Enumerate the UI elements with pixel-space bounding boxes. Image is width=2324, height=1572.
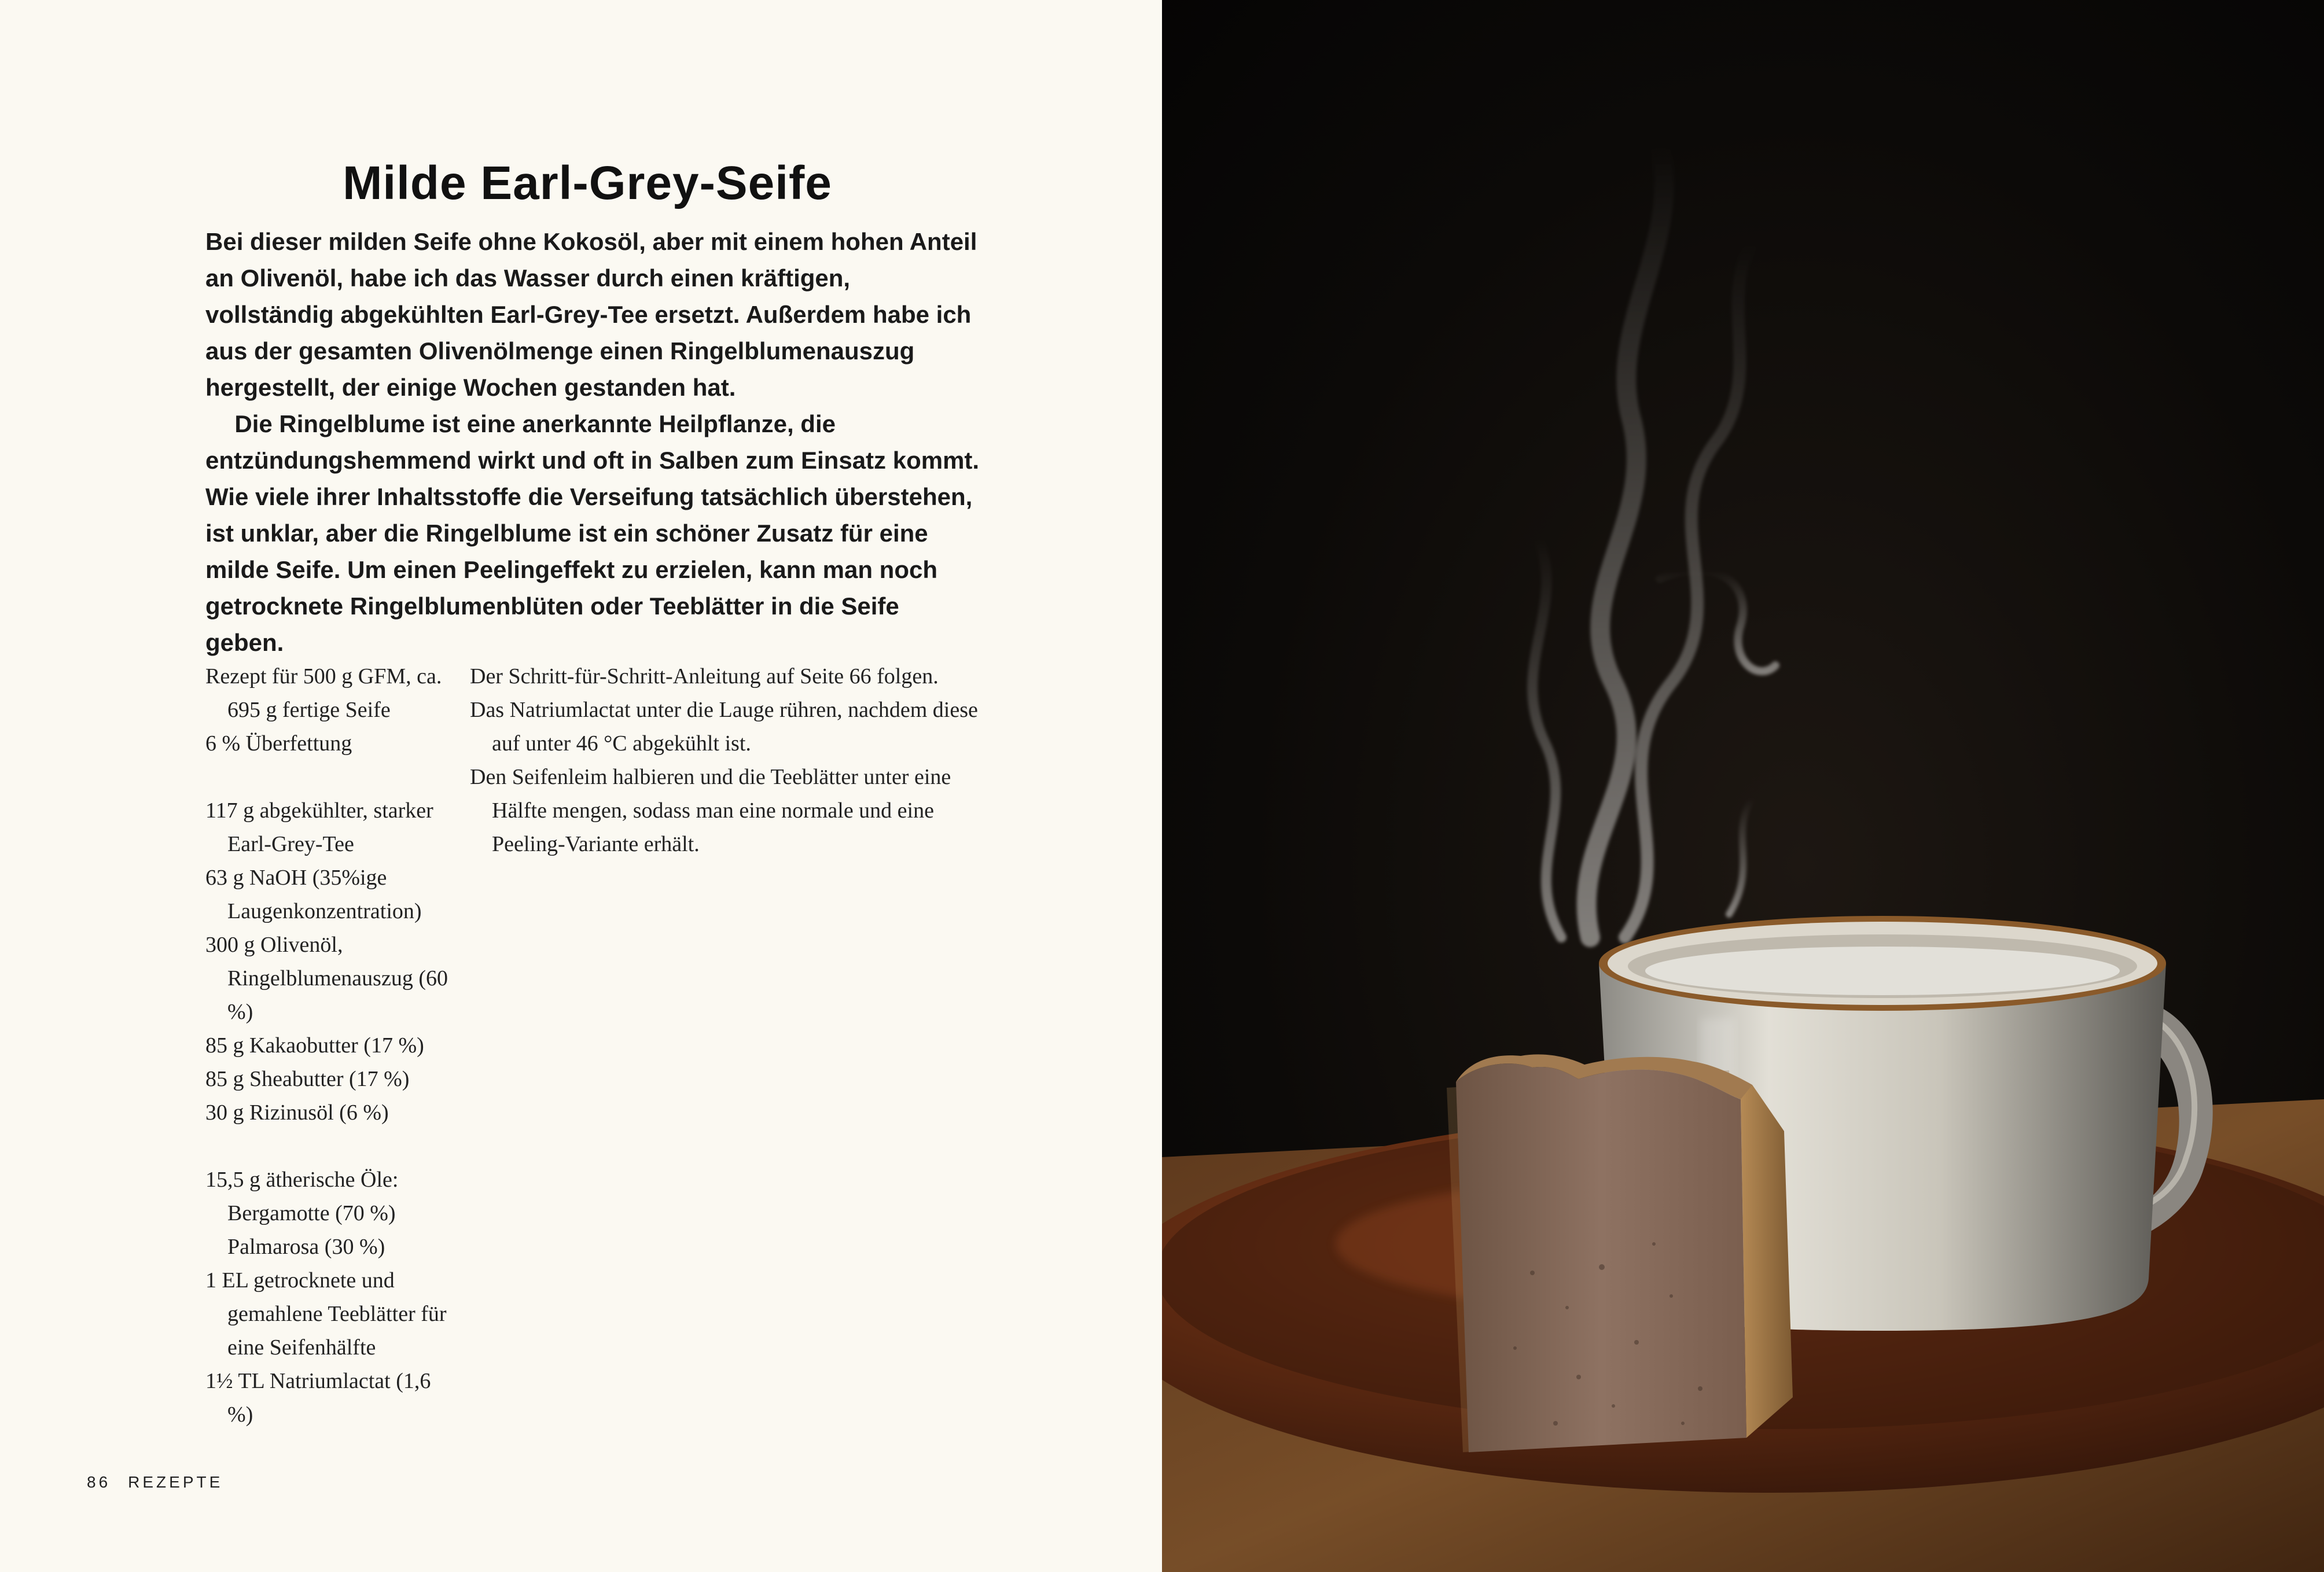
instruction-step: Das Natriumlactat unter die Lauge rühren, nachdem diese auf unter 46 °C abgekühlt ist.: [470, 698, 978, 756]
ingredient-item: 85 g Kakaobutter (17 %): [205, 1033, 424, 1058]
ingredient-item: 30 g Rizinusöl (6 %): [205, 1100, 389, 1125]
soap-and-tea-photo: [1162, 0, 2324, 1572]
additive-item: 1 EL getrocknete und gemahlene Teeblätter für eine Seifenhälfte: [205, 1268, 447, 1360]
instructions-column: [470, 660, 979, 861]
instruction-step: Den Seifenleim halbieren und die Teeblätter unter eine Hälfte mengen, sodass man eine normale und eine Peeling-Variante erhält.: [470, 765, 951, 856]
page-footer: [87, 1473, 240, 1492]
intro-paragraph: Bei dieser milden Seife ohne Kokosöl, aber mit einem hohen Anteil an Olivenöl, habe ich das Wasser durch einen kräftigen, vollständig abgekühlten Earl-Grey-Tee ersetzt. Außerdem habe ich aus der gesamten Olivenölmenge einen Ringelblumenauszug hergestellt, der einige Wochen gestanden hat.: [205, 228, 977, 401]
section-label: REZEPTE: [128, 1473, 223, 1491]
additive-item: 1½ TL Natriumlactat (1,6 %): [205, 1369, 431, 1427]
ingredients-column: [205, 660, 454, 1431]
ingredient-item: 300 g Olivenöl, Ringelblumenauszug (60 %): [205, 933, 448, 1024]
recipe-yield: Rezept für 500 g GFM, ca. 695 g fertige Seife: [205, 664, 442, 722]
page-number: 86: [87, 1473, 111, 1491]
intro-paragraph: Die Ringelblume ist eine anerkannte Heilpflanze, die entzündungshemmend wirkt und oft in Salben zum Einsatz kommt. Wie viele ihrer Inhaltsstoffe die Verseifung tatsächlich überstehen, ist unklar, aber die Ringelblume ist ein schöner Zusatz für eine milde Seife. Um einen Peelingeffekt zu erzielen, kann man noch getrocknete Ringelblumenblüten oder Teeblätter in die Seife geben.: [205, 410, 980, 656]
soap-bar: [1447, 1054, 1793, 1452]
additive-item: 15,5 g ätherische Öle: Bergamotte (70 %) Palmarosa (30 %): [205, 1168, 399, 1259]
page-title: Milde Earl-Grey-Seife: [343, 157, 832, 209]
instruction-step: Der Schritt-für-Schritt-Anleitung auf Seite 66 folgen.: [470, 664, 939, 689]
ingredient-item: 85 g Sheabutter (17 %): [205, 1067, 410, 1091]
intro-text: [205, 223, 981, 661]
ingredient-item: 63 g NaOH (35%ige Laugenkonzentration): [205, 866, 422, 923]
recipe-superfat: 6 % Überfettung: [205, 731, 352, 756]
ingredient-item: 117 g abgekühlter, starker Earl-Grey-Tee: [205, 798, 433, 856]
